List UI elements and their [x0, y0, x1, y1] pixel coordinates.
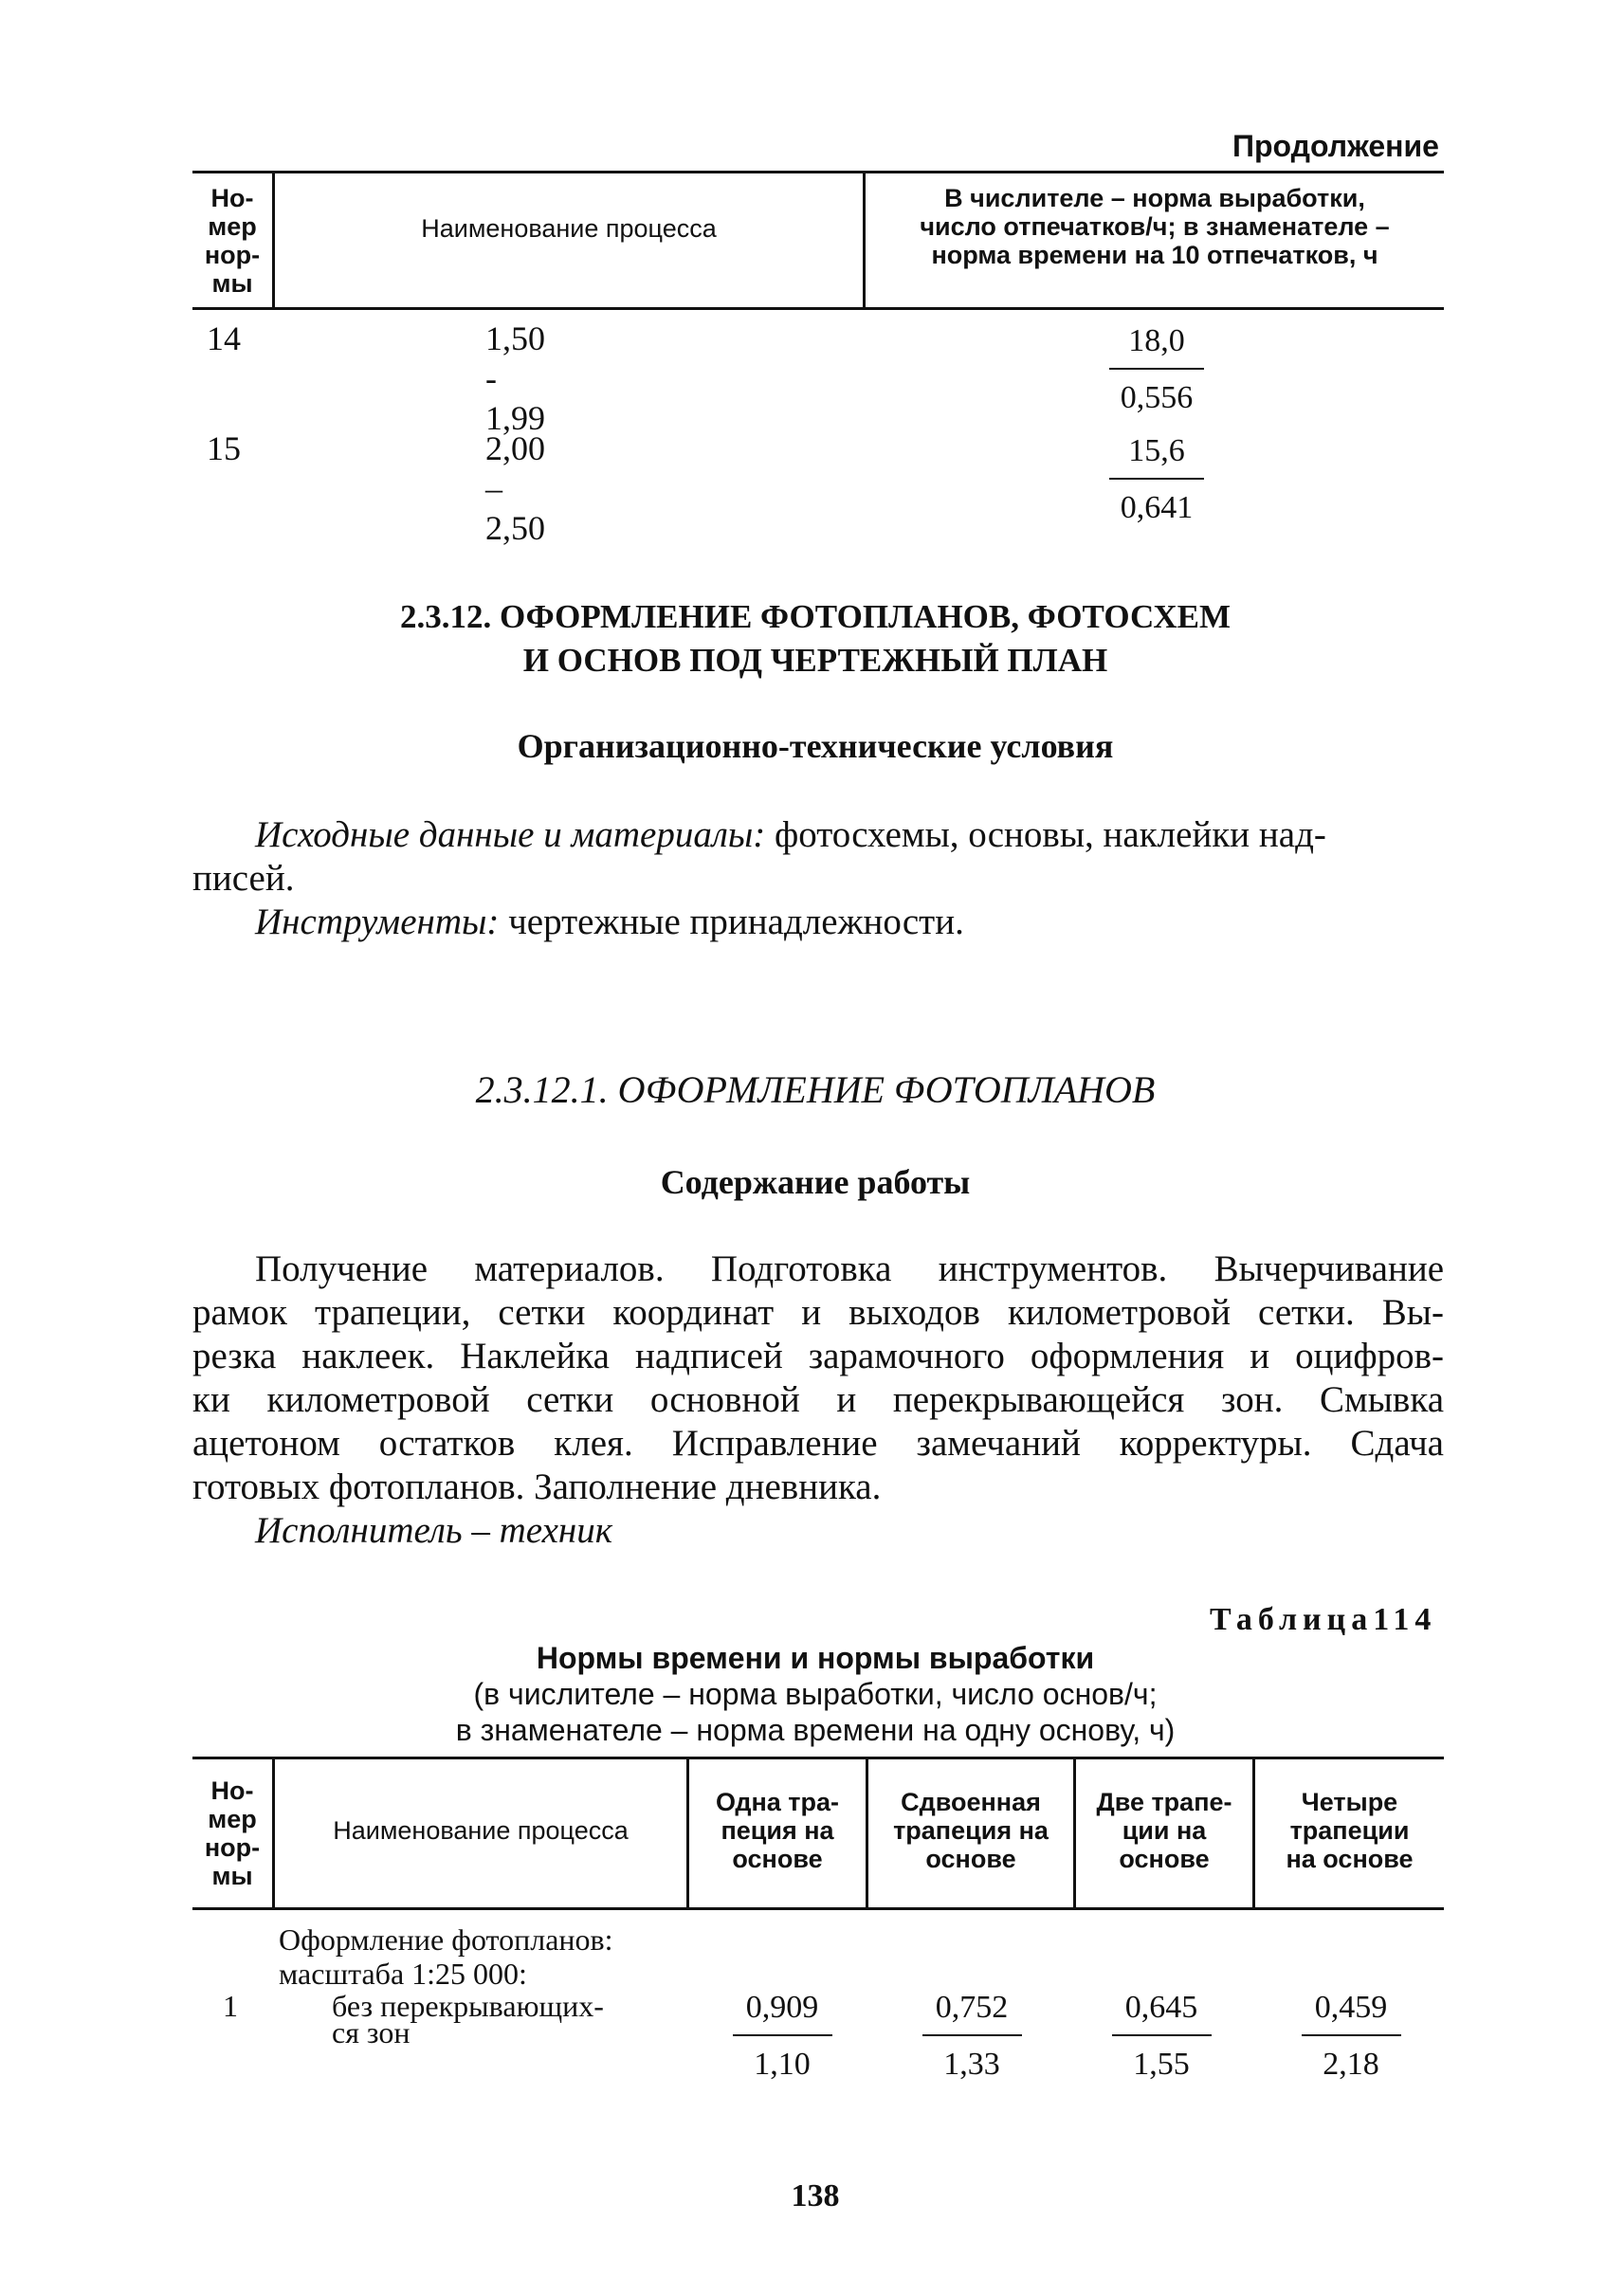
row-process: 2,00 – 2,50 [485, 429, 545, 547]
page-number: 138 [791, 2178, 840, 2213]
table114-header-col2: Сдвоенная трапеция на основе [893, 1788, 1049, 1873]
value-two-trapezoids: 0,645 1,55 [1109, 1989, 1213, 2084]
row-process: 1,50 - 1,99 [485, 319, 545, 437]
row-process: без перекрывающих- ся зон [332, 1989, 604, 2049]
table-caption: Нормы времени и нормы выработки (в числителе – норма выработки, число основ/ч; в знаменателе – норма времени на одну основу, ч) [455, 1641, 1176, 1747]
table114-header-rule [192, 1907, 1444, 1910]
section-title: 2.3.12. ОФОРМЛЕНИЕ ФОТОПЛАНОВ, ФОТОСХЕМ И ОСНОВ ПОД ЧЕРТЕЖНЫЙ ПЛАН [399, 598, 1232, 679]
tools-label: Инструменты: [255, 902, 500, 942]
table114-header-col4: Четыре трапеции на основе [1286, 1788, 1414, 1873]
table114-header-col3: Две трапе- ции на основе [1096, 1788, 1232, 1873]
row-fraction: 18,0 0,556 [1109, 322, 1204, 417]
work-content-paragraph: Получение материалов. Подготовка инструментов. Вычерчивание рамок трапеции, сетки координат и выходов километровой сетки. Вы- резка наклеек. Наклейка надписей зарамочного оформления и оцифров- ки километровой сетки основной и перекрывающейся зон. Смывка ацетоном остатков клея. Исправление замечаний корректуры. Сдача готовых фотопланов. Заполнение дневника. [192, 1248, 1444, 1507]
tools-text: чертежные принадлежности. [499, 902, 964, 942]
group-heading: Оформление фотопланов: масштаба 1:25 000: [279, 1922, 613, 1991]
materials-paragraph [192, 813, 1444, 944]
row-number: 14 [207, 319, 241, 357]
table1-header-process: Наименование процесса [421, 214, 717, 243]
row-number: 15 [207, 429, 241, 467]
value-four-trapezoids: 0,459 2,18 [1299, 1989, 1403, 2084]
table1-header-number: Но- мер нор- мы [204, 184, 261, 298]
table114-header-process: Наименование процесса [333, 1816, 629, 1845]
materials-label: Исходные данные и материалы: [255, 814, 766, 855]
table1-header-norm: В числителе – норма выработки, число отпечатков/ч; в знаменателе – норма времени на 10 отпечатков, ч [920, 184, 1390, 269]
table114-header-col1: Одна тра- пеция на основе [715, 1788, 840, 1873]
value-one-trapezoid: 0,909 1,10 [730, 1989, 834, 2084]
table114-header-number: Но- мер нор- мы [204, 1776, 261, 1890]
row-fraction: 15,6 0,641 [1109, 432, 1204, 527]
table114-top-rule [192, 1757, 1444, 1759]
section-subtitle: Организационно-технические условия [517, 727, 1114, 765]
materials-text-cont: писей. [192, 858, 295, 899]
subsection-title: 2.3.12.1. ОФОРМЛЕНИЕ ФОТОПЛАНОВ [475, 1068, 1156, 1111]
continuation-label: Продолжение [1232, 129, 1439, 163]
executor: Исполнитель – техник [255, 1510, 612, 1551]
value-double-trapezoid: 0,752 1,33 [920, 1989, 1024, 2084]
table-label: Таблица114 [1210, 1602, 1437, 1637]
table-row: 1 [223, 1989, 238, 2023]
content-heading: Содержание работы [660, 1163, 971, 1201]
table1-top-rule [192, 171, 1444, 173]
materials-text: фотосхемы, основы, наклейки над- [765, 814, 1326, 855]
table1-header-rule [192, 307, 1444, 310]
